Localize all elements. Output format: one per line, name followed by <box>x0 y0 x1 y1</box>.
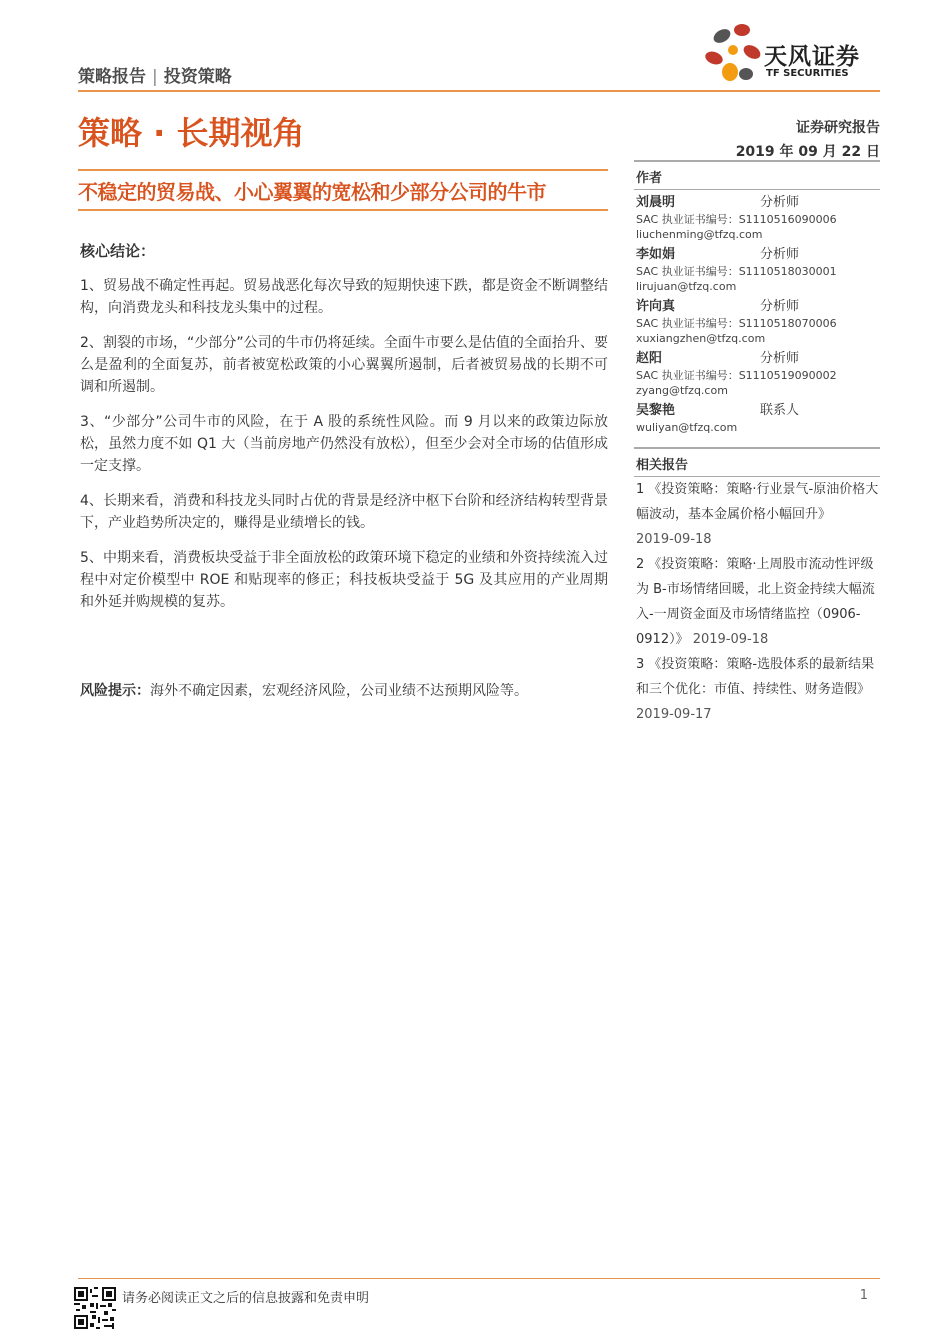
author-sac: SAC 执业证书编号：S1110519090002 <box>636 369 837 382</box>
author-email[interactable]: wuliyan@tfzq.com <box>636 421 738 434</box>
author-email[interactable]: xuxiangzhen@tfzq.com <box>636 332 766 345</box>
footer-divider <box>78 1278 880 1279</box>
author-role: 联系人 <box>760 403 800 418</box>
report-category <box>78 62 232 87</box>
report-title: 策略 · 长期视角 <box>78 114 305 152</box>
footer-disclaimer: 请务必阅读正文之后的信息披露和免责申明 <box>122 1291 370 1306</box>
core-paragraph: 4、长期来看，消费和科技龙头同时占优的背景是经济中枢下台阶和经济结构转型背景下，产业趋势所决定的，赚得是业绩增长的钱。 <box>80 493 608 531</box>
author-sac: SAC 执业证书编号：S1110516090006 <box>636 213 837 226</box>
core-heading: 核心结论： <box>80 242 156 260</box>
author-role: 分析师 <box>760 351 800 366</box>
core-paragraph: 5、中期来看，消费板块受益于非全面放松的政策环境下稳定的业绩和外资持续流入过程中对定价模型中 ROE 和贴现率的修正；科技板块受益于 5G 及其应用的产业周期和外延并购规模的复苏。 <box>80 550 608 610</box>
author-name: 李如娟 <box>636 247 676 262</box>
report-type: 证券研究报告 <box>796 120 880 136</box>
related-heading: 相关报告 <box>634 447 880 477</box>
risk-label: 风险提示： <box>80 683 150 699</box>
author-role: 分析师 <box>760 299 800 314</box>
author-name: 吴黎艳 <box>636 403 676 418</box>
related-report-date: 2019-09-18 <box>636 532 712 547</box>
related-report-title: 3 《投资策略：策略-选股体系的最新结果和三个优化：市值、持续性、财务造假》 <box>636 657 875 697</box>
subtitle-bottom-rule <box>78 209 608 211</box>
author-role: 分析师 <box>760 247 800 262</box>
subcategory-label: 投资策略 <box>163 67 232 87</box>
sidebar <box>634 160 880 727</box>
related-report-date: 2019-09-18 <box>692 632 769 647</box>
core-paragraph: 2、割裂的市场，“少部分”公司的牛市仍将延续。全面牛市要么是估值的全面抬升、要么是盈利的全面复苏，前者被宽松政策的小心翼翼所遏制，后者被贸易战的长期不可调和所遏制。 <box>80 335 608 395</box>
category-label: 策略报告 <box>78 67 146 87</box>
author-email[interactable]: zyang@tfzq.com <box>636 384 728 397</box>
author-name: 赵阳 <box>636 351 663 366</box>
related-report-item[interactable] <box>634 552 880 652</box>
author-name: 许向真 <box>636 299 676 314</box>
core-conclusions <box>80 240 608 626</box>
flower-logo-icon <box>703 24 762 81</box>
logo-text-en: TF SECURITIES <box>766 68 849 79</box>
author-card <box>634 298 880 346</box>
author-email[interactable]: lirujuan@tfzq.com <box>636 280 737 293</box>
category-separator: | <box>152 67 158 87</box>
author-card <box>634 350 880 398</box>
related-report-date: 2019-09-17 <box>636 707 712 722</box>
subtitle-top-rule <box>78 169 608 171</box>
author-email[interactable]: liuchenming@tfzq.com <box>636 228 763 241</box>
authors-heading: 作者 <box>634 160 880 190</box>
risk-text: 海外不确定因素，宏观经济风险，公司业绩不达预期风险等。 <box>150 683 528 699</box>
related-reports <box>634 447 880 727</box>
qr-code-icon[interactable] <box>74 1287 116 1329</box>
related-report-item[interactable] <box>634 477 880 552</box>
related-report-title: 2 《投资策略：策略·上周股市流动性评级为 B-市场情绪回暖，北上资金持续大幅流入-一周资金面及市场情绪监控（0906-0912）》 <box>636 557 875 647</box>
page-number: 1 <box>859 1288 868 1303</box>
author-card <box>634 246 880 294</box>
author-name: 刘晨明 <box>636 195 676 210</box>
author-role: 分析师 <box>760 195 800 210</box>
header-divider <box>78 90 880 92</box>
author-card <box>634 402 880 435</box>
logo-text-cn: 天风证券 <box>764 44 860 70</box>
report-subtitle: 不稳定的贸易战、小心翼翼的宽松和少部分公司的牛市 <box>78 180 546 204</box>
author-sac: SAC 执业证书编号：S1110518070006 <box>636 317 837 330</box>
author-card <box>634 194 880 242</box>
related-report-item[interactable] <box>634 652 880 727</box>
risk-warning <box>80 680 608 702</box>
author-sac: SAC 执业证书编号：S1110518030001 <box>636 265 837 278</box>
core-paragraph: 1、贸易战不确定性再起。贸易战恶化每次导致的短期快速下跌，都是资金不断调整结构，向消费龙头和科技龙头集中的过程。 <box>80 278 608 316</box>
core-paragraph: 3、“少部分”公司牛市的风险，在于 A 股的系统性风险。而 9 月以来的政策边际放松，虽然力度不如 Q1 大（当前房地产仍然没有放松），但至少会对全市场的估值形成一定支撑。 <box>80 414 608 474</box>
related-report-title: 1 《投资策略：策略·行业景气-原油价格大幅波动，基本金属价格小幅回升》 <box>636 482 879 522</box>
report-date: 2019 年 09 月 22 日 <box>735 144 880 160</box>
